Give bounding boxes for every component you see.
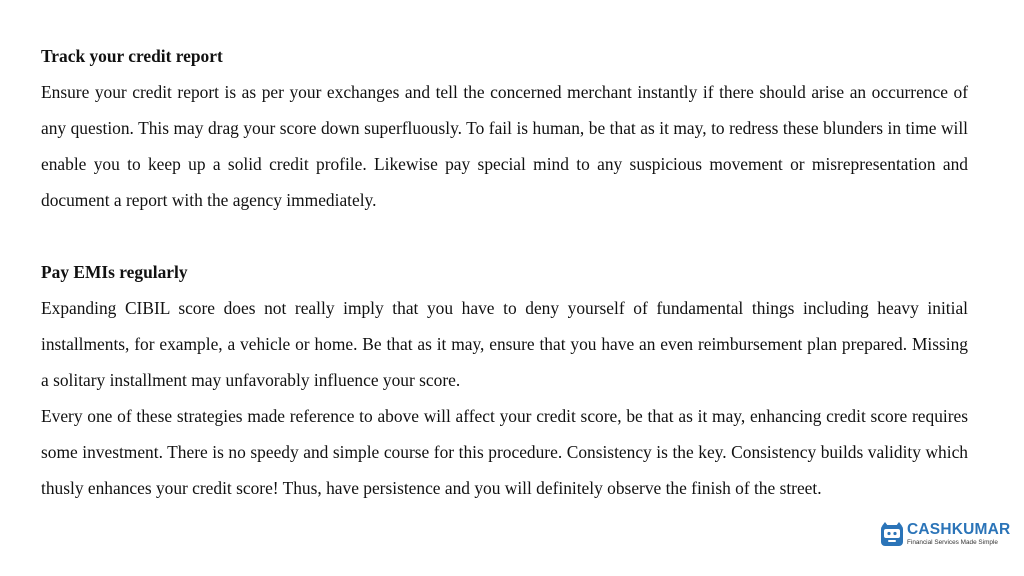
- conclusion-paragraph: Every one of these strategies made reference to above will affect your credit score, be that as it may, enhancing credit score requires some investment. There is no speedy and simple course for this procedure. Consistency is the key. Consistency builds validity which thusly enhances your credit score! Thus, have persistence and you will definitely observe the finish of the street.: [41, 406, 968, 498]
- logo-tagline: Financial Services Made Simple: [907, 538, 998, 546]
- cashkumar-logo: [880, 519, 1014, 549]
- logo-wordmark: CASHKUMAR: [907, 521, 1011, 539]
- section-spacer: [41, 218, 968, 254]
- cashkumar-mascot-icon: [880, 521, 904, 547]
- section-paragraph-pay-emis: Expanding CIBIL score does not really imply that you have to deny yourself of fundamental things including heavy initial installments, for example, a vehicle or home. Be that as it may, ensure that you have an even reimbursement plan prepared. Missing a solitary installment may unfavorably influence your score.: [41, 298, 968, 390]
- section-heading-track-credit-report: Track your credit report: [41, 46, 223, 66]
- section-paragraph-track-credit-report: Ensure your credit report is as per your exchanges and tell the concerned merchant instantly if there should arise an occurrence of any question. This may drag your score down superfluously. To fail is human, be that as it may, to redress these blunders in time will enable you to keep up a solid credit profile. Likewise pay special mind to any suspicious movement or misrepresentation and document a report with the agency immediately.: [41, 82, 968, 210]
- section-heading-pay-emis: Pay EMIs regularly: [41, 262, 188, 282]
- document-body: [41, 38, 968, 506]
